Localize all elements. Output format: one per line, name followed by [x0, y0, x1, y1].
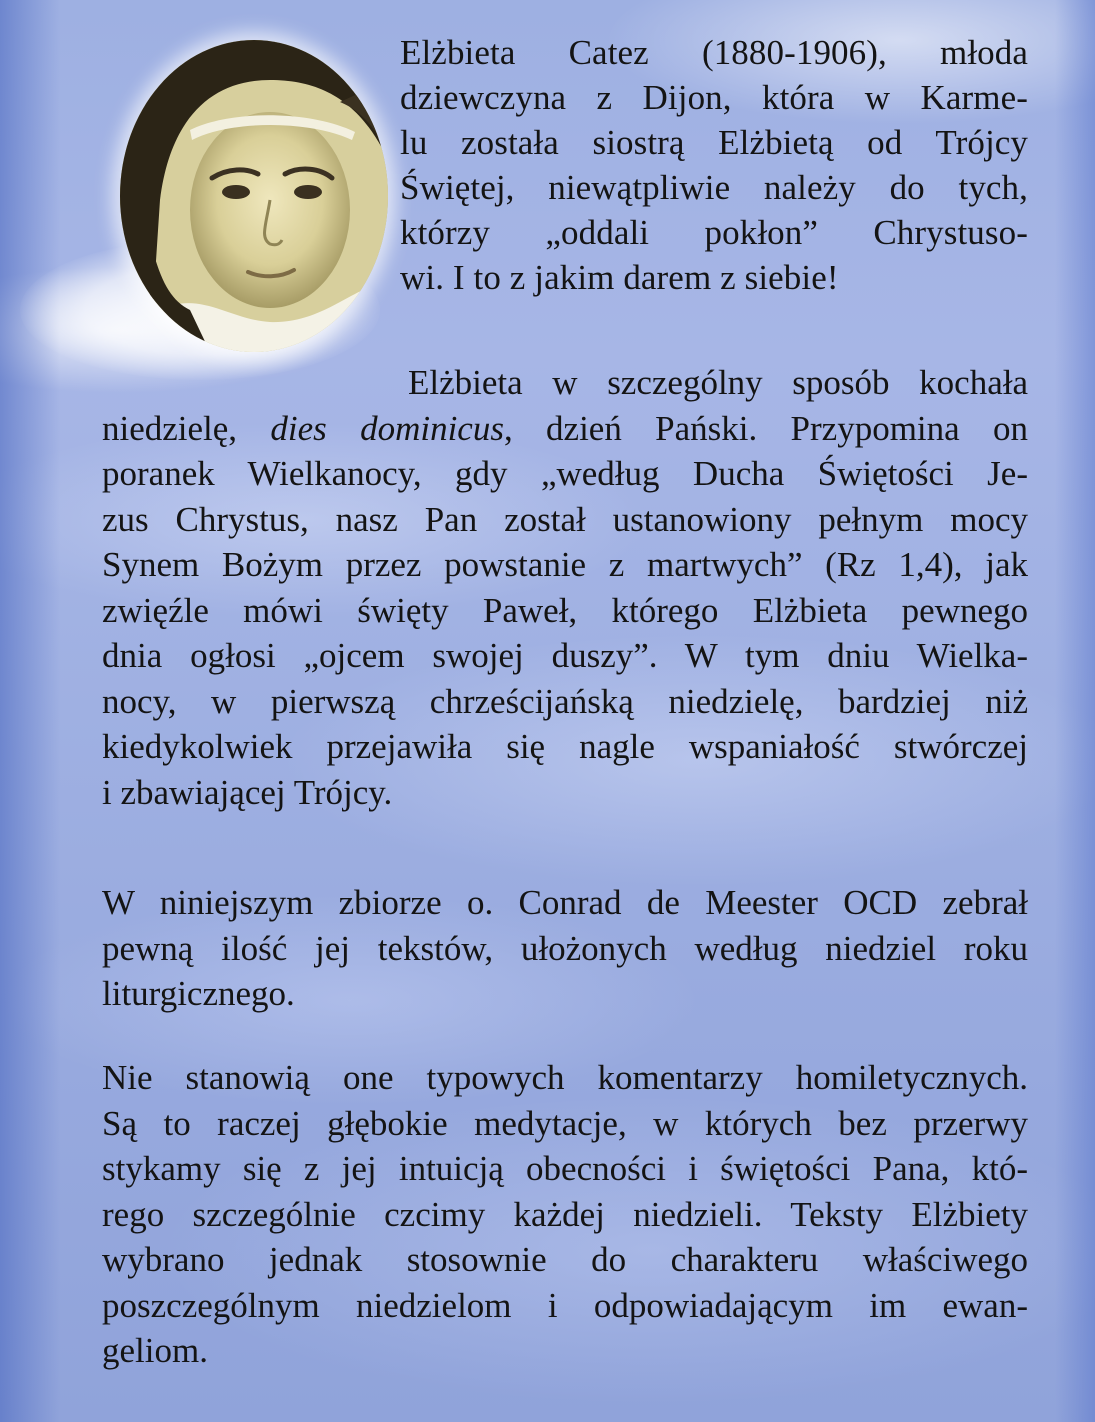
p2-latin-phrase: dies dominicus [270, 408, 504, 448]
intro-paragraph [400, 30, 1028, 300]
p2-line-5: Synem Bożym przez powstanie z martwych” (Rz 1,4), jak [102, 545, 1028, 584]
paragraph-collection [102, 880, 1028, 1017]
p2-line-3: poranek Wielkanocy, gdy „według Ducha Świętości Je- [102, 454, 1028, 493]
p3-line-3: liturgicznego. [102, 974, 295, 1013]
p2-line-4: zus Chrystus, nasz Pan został ustanowiony pełnym mocy [102, 499, 1028, 539]
intro-line-5: którzy „oddali pokłon” Chrystuso- [400, 213, 1028, 252]
p4-line-1: Nie stanowią one typowych komentarzy homiletycznych. [102, 1058, 1028, 1097]
p2-line-10: i zbawiającej Trójcy. [102, 772, 393, 812]
p2-line-9: kiedykolwiek przejawiła się nagle wspaniałość stwórczej [102, 727, 1028, 766]
intro-line-3: lu została siostrą Elżbietą od Trójcy [400, 123, 1028, 162]
paragraph-sunday [102, 360, 1028, 815]
p3-line-2: pewną ilość jej tekstów, ułożonych według niedziel roku [102, 928, 1028, 968]
p2-line-6: zwięźle mówi święty Paweł, którego Elżbieta pewnego [102, 590, 1028, 630]
p4-line-7: geliom. [102, 1331, 208, 1370]
p4-line-2: Są to raczej głębokie medytacje, w których bez przerwy [102, 1103, 1028, 1143]
p4-line-5: wybrano jednak stosownie do charakteru właściwego [102, 1240, 1028, 1279]
intro-line-4: Świętej, niewątpliwie należy do tych, [400, 168, 1028, 207]
portrait-photo [120, 40, 388, 352]
p2-line-7: dnia ogłosi „ojcem swojej duszy”. W tym dniu Wielka- [102, 636, 1028, 675]
background-edge-right [1055, 0, 1095, 1422]
background-edge-left [0, 0, 60, 1422]
intro-line-2: dziewczyna z Dijon, która w Karme- [400, 78, 1028, 117]
p4-line-6: poszczególnym niedzielom i odpowiadającym im ewan- [102, 1285, 1028, 1325]
p2-line-1: Elżbieta w szczególny sposób kochała [408, 363, 1028, 402]
p2-line-8: nocy, w pierwszą chrześcijańską niedzielę, bardziej niż [102, 681, 1028, 721]
p3-line-1: W niniejszym zbiorze o. Conrad de Meester OCD zebrał [102, 883, 1028, 922]
p4-line-4: rego szczególnie czcimy każdej niedzieli. Teksty Elżbiety [102, 1194, 1028, 1234]
intro-line-1: Elżbieta Catez (1880-1906), młoda [400, 33, 1028, 72]
p2-line-2 [102, 406, 1028, 452]
p2-line-2-b: , dzień Pański. Przypomina on [503, 408, 1029, 448]
p4-line-3: stykamy się z jej intuicją obecności i świętości Pana, któ- [102, 1149, 1028, 1188]
paragraph-meditations [102, 1055, 1028, 1374]
intro-line-6: wi. I to z jakim darem z siebie! [400, 258, 839, 297]
p2-line-2-a: niedzielę, [102, 408, 271, 448]
portrait-image [120, 40, 388, 352]
